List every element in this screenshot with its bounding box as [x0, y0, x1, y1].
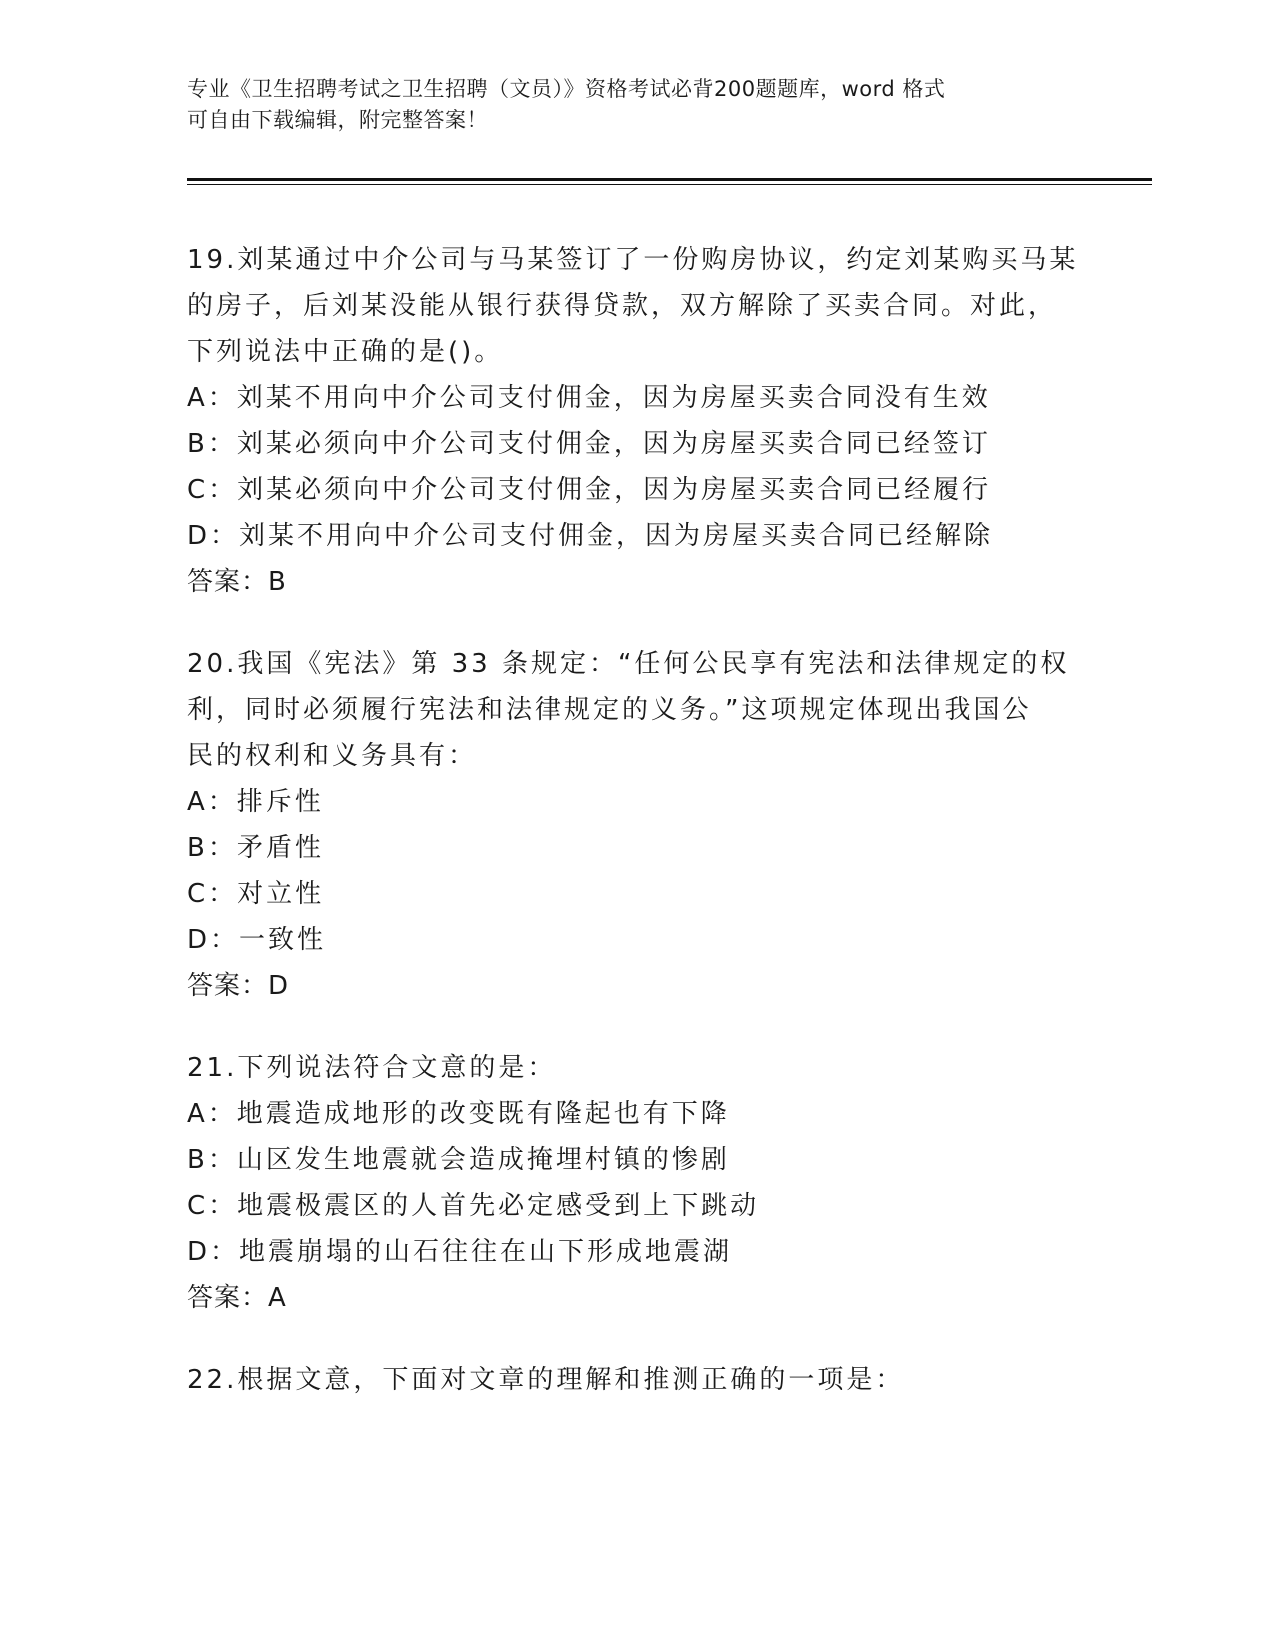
question-stem-line: 22.根据文意，下面对文章的理解和推测正确的一项是： [187, 1365, 905, 1395]
document-header [187, 74, 1067, 136]
question-list [187, 237, 1087, 1439]
option-a: A：排斥性 [187, 787, 324, 817]
option-b: B：刘某必须向中介公司支付佣金，因为房屋买卖合同已经签订 [187, 429, 991, 459]
option-c: C：地震极震区的人首先必定感受到上下跳动 [187, 1191, 760, 1221]
question-stem-line: 利，同时必须履行宪法和法律规定的义务。”这项规定体现出我国公 [187, 695, 1032, 725]
answer-line: 答案：D [187, 971, 290, 1001]
option-d: D：一致性 [187, 925, 327, 955]
option-a: A：刘某不用向中介公司支付佣金，因为房屋买卖合同没有生效 [187, 383, 991, 413]
question-stem-line: 民的权利和义务具有： [187, 741, 478, 771]
question-stem-line: 下列说法中正确的是()。 [187, 337, 504, 367]
option-d: D：地震崩塌的山石往往在山下形成地震湖 [187, 1237, 733, 1267]
question-stem-line: 19.刘某通过中介公司与马某签订了一份购房协议，约定刘某购买马某 [187, 245, 1079, 275]
question-stem-line: 的房子，后刘某没能从银行获得贷款，双方解除了买卖合同。对此， [187, 291, 1058, 321]
question-stem-line: 21.下列说法符合文意的是： [187, 1053, 557, 1083]
option-b: B：矛盾性 [187, 833, 324, 863]
answer-line: 答案：B [187, 567, 287, 597]
option-a: A：地震造成地形的改变既有隆起也有下降 [187, 1099, 730, 1129]
question-stem-line: 20.我国《宪法》第 33 条规定：“任何公民享有宪法和法律规定的权 [187, 649, 1070, 679]
question-21 [187, 1045, 1087, 1321]
header-line-2: 可自由下载编辑，附完整答案！ [187, 108, 488, 132]
header-divider-thin [187, 184, 1152, 185]
option-c: C：刘某必须向中介公司支付佣金，因为房屋买卖合同已经履行 [187, 475, 992, 505]
header-line-1: 专业《卫生招聘考试之卫生招聘（文员）》资格考试必背200题题库，word 格式 [187, 77, 946, 101]
header-divider-thick [187, 178, 1152, 181]
option-b: B：山区发生地震就会造成掩埋村镇的惨剧 [187, 1145, 730, 1175]
question-22 [187, 1357, 1087, 1403]
question-20 [187, 641, 1087, 1009]
question-19 [187, 237, 1087, 605]
option-d: D：刘某不用向中介公司支付佣金，因为房屋买卖合同已经解除 [187, 521, 994, 551]
option-c: C：对立性 [187, 879, 325, 909]
answer-line: 答案：A [187, 1283, 287, 1313]
